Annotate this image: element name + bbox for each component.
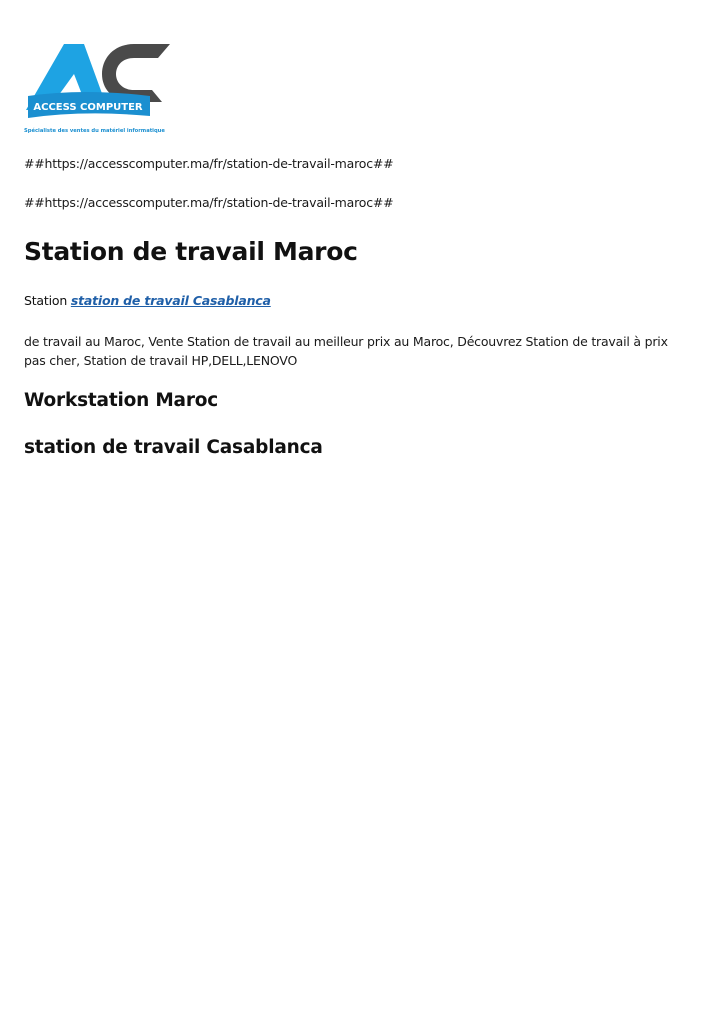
heading-station-casablanca: station de travail Casablanca — [24, 437, 323, 458]
station-casablanca-link[interactable]: station de travail Casablanca — [70, 293, 271, 308]
url-line-2: ##https://accesscomputer.ma/fr/station-de-travail-maroc## — [24, 195, 394, 210]
page-title: Station de travail Maroc — [24, 237, 358, 266]
logo-brand-text: ACCESS COMPUTER — [33, 102, 143, 113]
intro-prefix: Station — [24, 293, 68, 308]
access-computer-logo — [22, 40, 178, 136]
description-paragraph: de travail au Maroc, Vente Station de travail au meilleur prix au Maroc, Découvrez Station de travail à prix pas cher, Station de travail HP,DELL,LENOVO — [24, 334, 668, 368]
heading-workstation-maroc: Workstation Maroc — [24, 390, 219, 411]
logo-tagline: Spécialiste des ventes du matériel informatique — [24, 128, 165, 134]
intro-line — [24, 293, 271, 308]
url-line-1: ##https://accesscomputer.ma/fr/station-de-travail-maroc## — [24, 156, 394, 171]
